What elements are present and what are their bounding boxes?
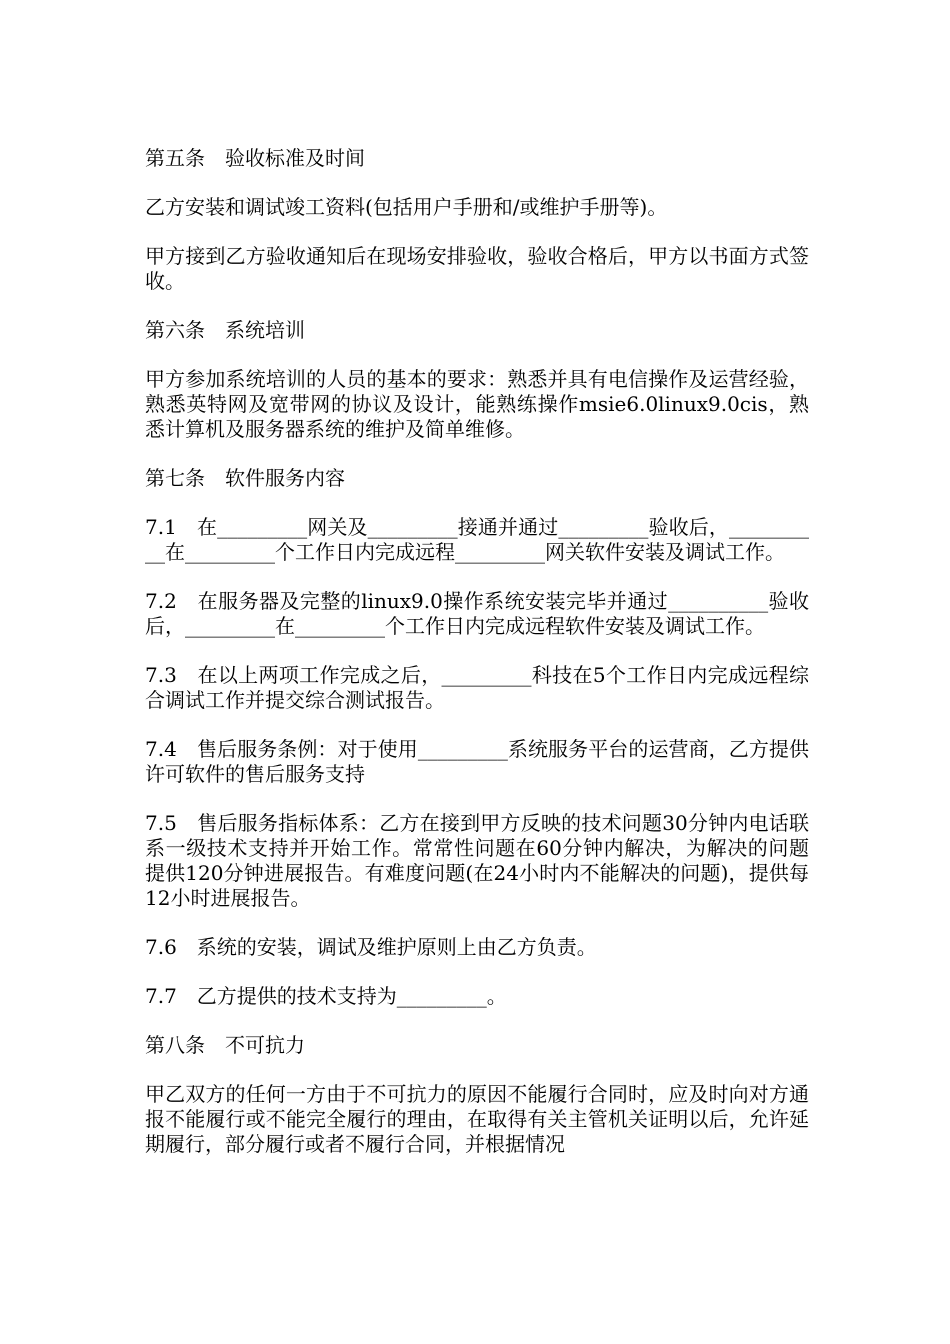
article-7-heading: 第七条 软件服务内容 [145, 466, 345, 490]
document-page [145, 146, 809, 1181]
clause-7-4: 7.4 售后服务条例：对于使用_________系统服务平台的运营商，乙方提供许可软件的售后服务支持 [145, 737, 809, 786]
clause-7-1: 7.1 在_________网关及_________接通并通过_________验收后，__________在_________个工作日内完成远程_________网关软件安装及调试工作。 [145, 515, 809, 564]
article-6-heading: 第六条 系统培训 [145, 318, 305, 342]
article-8-heading: 第八条 不可抗力 [145, 1033, 305, 1057]
clause-7-2: 7.2 在服务器及完整的linux9.0操作系统安装完毕并通过__________验收后，_________在_________个工作日内完成远程软件安装及调试工作。 [145, 589, 809, 638]
article-6-paragraph-1: 甲方参加系统培训的人员的基本的要求：熟悉并具有电信操作及运营经验，熟悉英特网及宽带网的协议及设计，能熟练操作msie6.0linux9.0cis，熟悉计算机及服务器系统的维护及简单维修。 [145, 367, 809, 441]
article-5-paragraph-1: 乙方安装和调试竣工资料(包括用户手册和/或维护手册等)。 [145, 195, 668, 219]
clause-7-5: 7.5 售后服务指标体系：乙方在接到甲方反映的技术问题30分钟内电话联系一级技术支持并开始工作。常常性问题在60分钟内解决，为解决的问题提供120分钟进展报告。有难度问题(在24小时内不能解决的问题)，提供每12小时进展报告。 [145, 811, 809, 910]
article-5-heading: 第五条 验收标准及时间 [145, 146, 365, 170]
clause-7-7: 7.7 乙方提供的技术支持为_________。 [145, 984, 507, 1008]
article-5-paragraph-2: 甲方接到乙方验收通知后在现场安排验收，验收合格后，甲方以书面方式签收。 [145, 244, 809, 293]
clause-7-6: 7.6 系统的安装，调试及维护原则上由乙方负责。 [145, 935, 597, 959]
clause-7-3: 7.3 在以上两项工作完成之后，_________科技在5个工作日内完成远程综合调试工作并提交综合测试报告。 [145, 663, 809, 712]
article-8-paragraph-1: 甲乙双方的任何一方由于不可抗力的原因不能履行合同时，应及时向对方通报不能履行或不能完全履行的理由，在取得有关主管机关证明以后，允许延期履行，部分履行或者不履行合同，并根据情况 [145, 1082, 809, 1156]
